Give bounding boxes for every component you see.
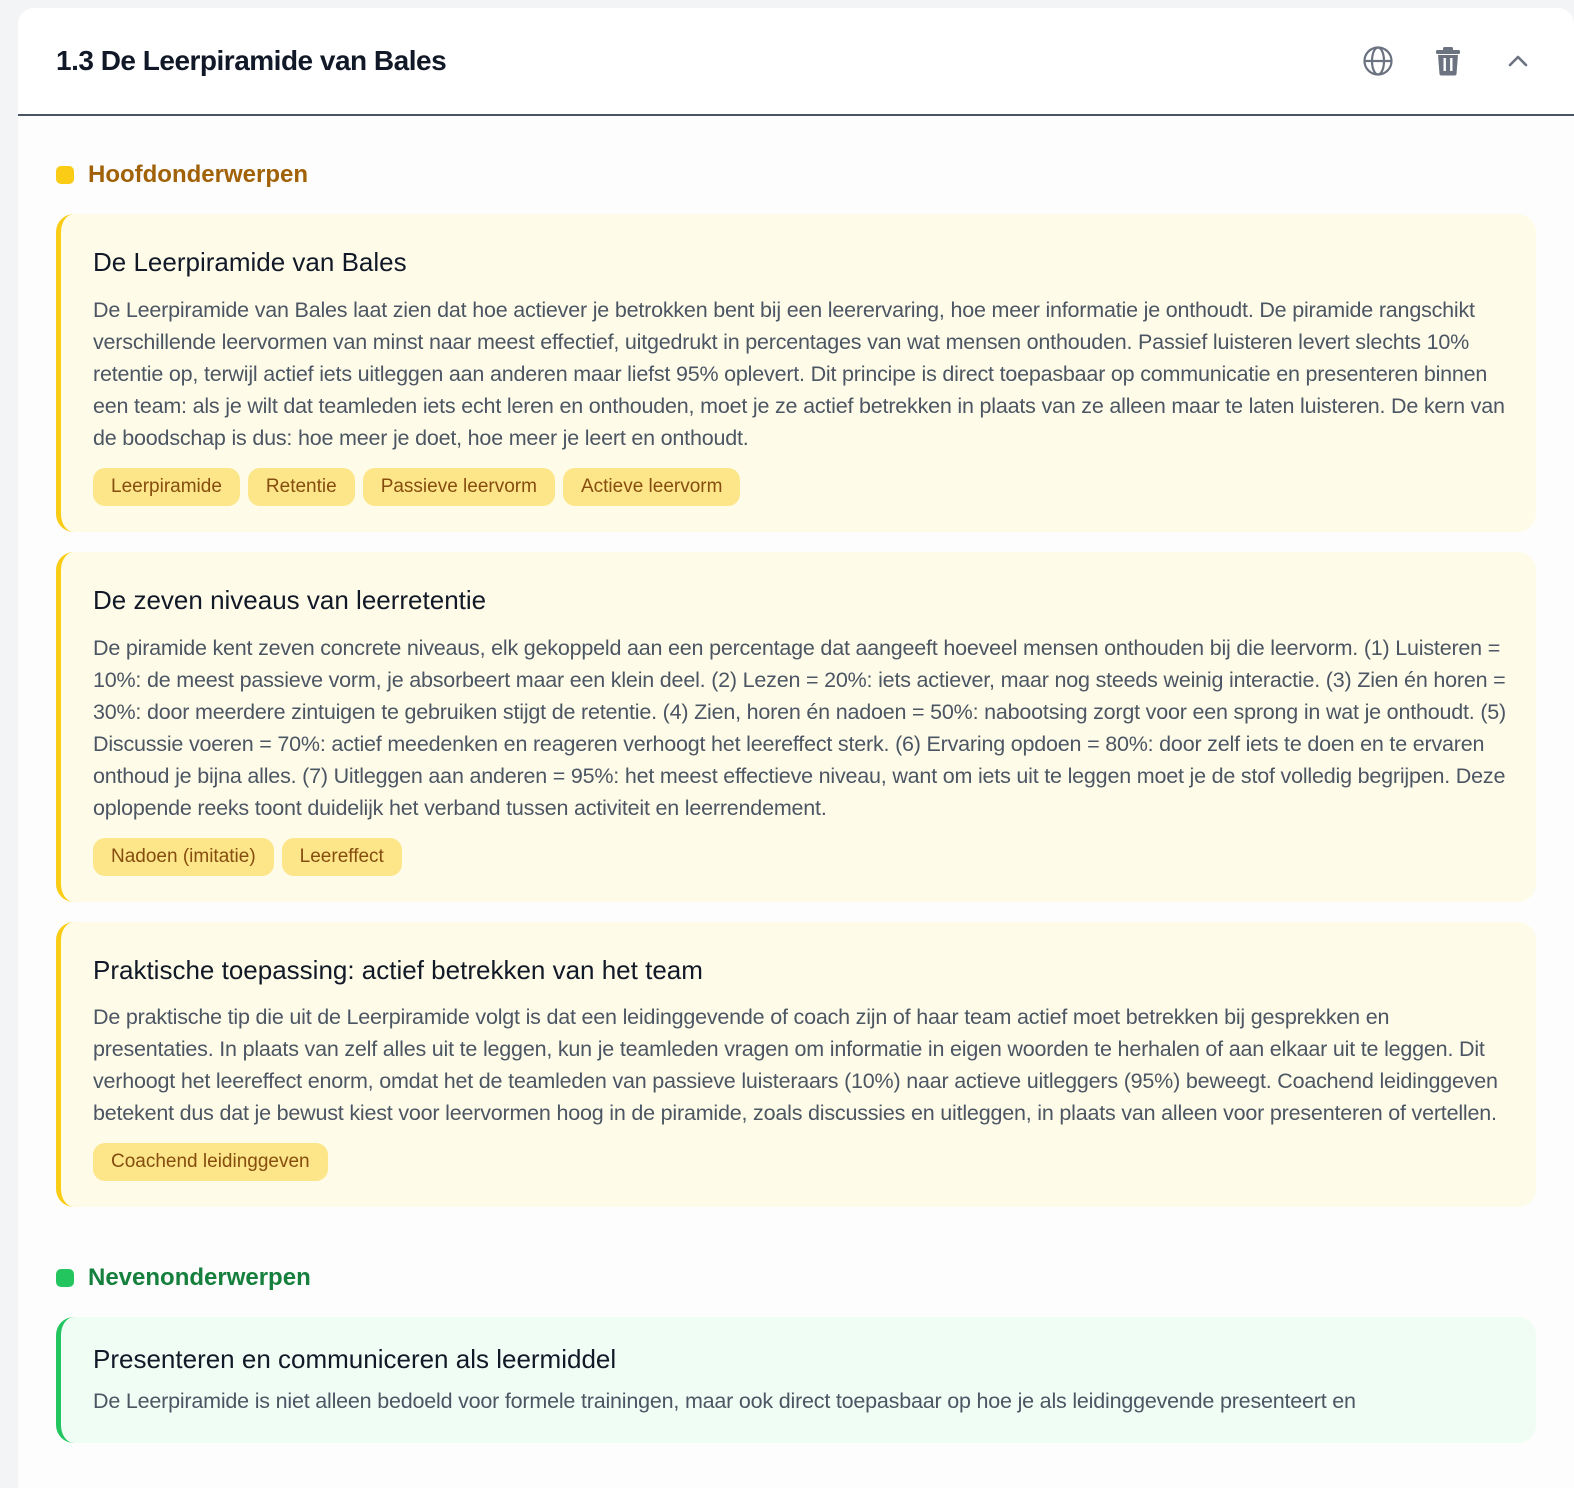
card-title: De Leerpiramide van Bales: [93, 247, 407, 277]
main-topic-card: [56, 214, 1536, 532]
tag[interactable]: Nadoen (imitatie): [93, 838, 274, 876]
tag[interactable]: Passieve leervorm: [363, 468, 555, 506]
card-title: De zeven niveaus van leerretentie: [93, 584, 487, 615]
tag[interactable]: Leerpiramide: [93, 468, 240, 506]
side-topic-card: [56, 1317, 1536, 1443]
tag[interactable]: Coachend leidinggeven: [93, 1143, 328, 1181]
tag[interactable]: Retentie: [248, 468, 355, 506]
tag-list: [93, 1143, 1508, 1181]
main-topics-dot: [56, 166, 74, 184]
chevron-up-icon[interactable]: [1500, 43, 1536, 79]
card-title: Praktische toepassing: actief betrekken van het team: [93, 954, 703, 985]
side-topics-heading: [56, 1263, 1536, 1293]
tag[interactable]: Leereffect: [282, 838, 402, 876]
main-topic-card: [56, 922, 1536, 1208]
main-topics-label: Hoofdonderwerpen: [88, 161, 308, 188]
globe-icon[interactable]: [1360, 43, 1396, 79]
side-topics-dot: [56, 1269, 74, 1287]
side-topics-label: Nevenonderwerpen: [88, 1264, 311, 1292]
main-topic-card: [56, 552, 1536, 902]
page-title: 1.3 De Leerpiramide van Bales: [56, 45, 447, 76]
card-title: Presenteren en communiceren als leermiddel: [93, 1344, 617, 1375]
card-body: De piramide kent zeven concrete niveaus, elk gekoppeld aan een percentage dat aangeeft hoeveel mensen onthouden bij die leervorm. (1) Luisteren = 10%: de meest passieve vorm, je absorbeert maar een klein deel. (2) Lezen = 20%: iets actiever, maar nog steeds weinig interactie. (3) Zien én horen = 30%: door meerdere zintuigen te gebruiken stijgt de retentie. (4) Zien, horen én nadoen = 50%: nabootsing zorgt voor een sprong in wat je onthoudt. (5) Discussie voeren = 70%: actief meedenken en reageren verhoogt het leereffect sterk. (6) Ervaring opdoen = 80%: door zelf iets te doen en te ervaren onthoud je bijna alles. (7) Uitleggen aan anderen = 95%: het meest effectieve niveau, want om iets uit te leggen moet je de stof volledig begrijpen. Deze oplopende reeks toont duidelijk het verband tussen activiteit en leerrendement.: [93, 635, 1506, 820]
card-body: De Leerpiramide van Bales laat zien dat hoe actiever je betrokken bent bij een leerervaring, hoe meer informatie je onthoudt. De piramide rangschikt verschillende leervormen van minst naar meest effectief, uitgedrukt in percentages van wat mensen onthouden. Passief luisteren levert slechts 10% retentie op, terwijl actief iets uitleggen aan anderen maar liefst 95% oplevert. Dit principe is direct toepasbaar op communicatie en presenteren binnen een team: als je wilt dat teamleden iets echt leren en onthouden, moet je ze actief betrekken in plaats van ze alleen maar te laten luisteren. De kern van de boodschap is dus: hoe meer je doet, hoe meer je leert en onthoudt.: [93, 297, 1505, 450]
tag[interactable]: Actieve leervorm: [563, 468, 741, 506]
panel-content: [18, 116, 1574, 1443]
header-actions: [1360, 43, 1536, 79]
card-body: De Leerpiramide is niet alleen bedoeld voor formele trainingen, maar ook direct toepasbaar op hoe je als leidinggevende presenteert en: [93, 1389, 1356, 1414]
panel-header: [18, 8, 1574, 116]
tag-list: [93, 468, 1508, 506]
main-topics-heading: [56, 160, 1536, 190]
tag-list: [93, 838, 1508, 876]
topic-panel: [18, 8, 1574, 1488]
card-body: De praktische tip die uit de Leerpiramide volgt is dat een leidinggevende of coach zijn of haar team actief moet betrekken bij gesprekken en presentaties. In plaats van zelf alles uit te leggen, kun je teamleden vragen om informatie in eigen woorden te herhalen of aan elkaar uit te leggen. Dit verhoogt het leereffect enorm, omdat het de teamleden van passieve luisteraars (10%) naar actieve uitleggers (95%) beweegt. Coachend leidinggeven betekent dus dat je bewust kiest voor leervormen hoog in de piramide, zoals discussies en uitleggen, in plaats van alleen voor presenteren of vertellen.: [93, 1005, 1498, 1126]
trash-icon[interactable]: [1430, 43, 1466, 79]
